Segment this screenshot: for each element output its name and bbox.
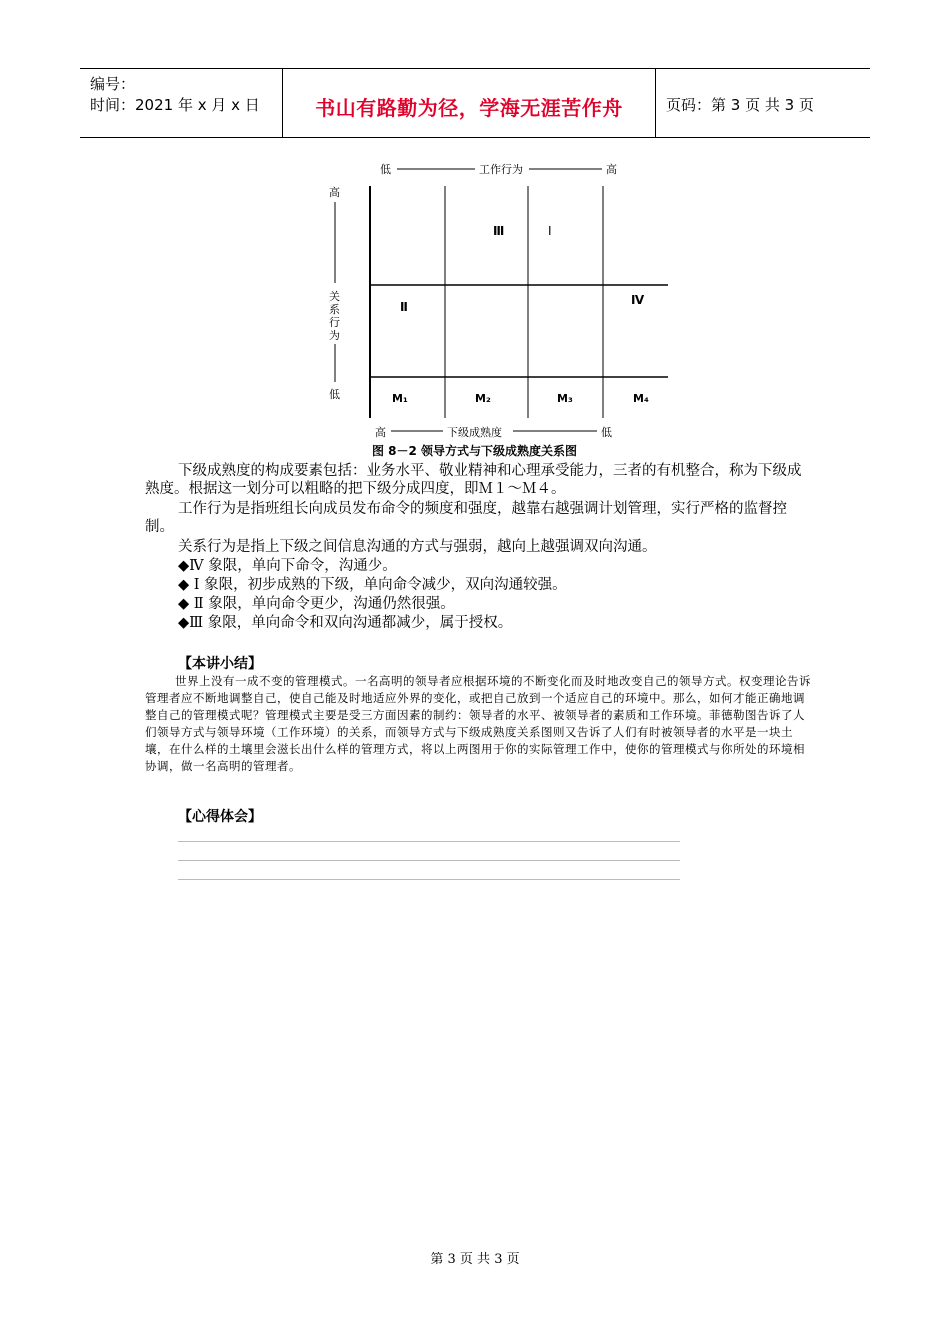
header-motto: 书山有路勤为径，学海无涯苦作舟 <box>315 96 623 120</box>
top-axis-high: 高 <box>606 163 617 176</box>
bullet-quadrant-1: ◆ Ⅰ 象限，初步成熟的下级，单向命令减少，双向沟通较强。 <box>178 577 567 593</box>
figure-caption: 图 8－2 领导方式与下级成熟度关系图 <box>372 444 578 458</box>
quadrant-label-3: Ⅲ <box>493 224 505 238</box>
quadrant-label-2: Ⅱ <box>400 300 408 314</box>
maturity-label-m2: M₂ <box>475 392 491 405</box>
reflection-line-3[interactable] <box>178 879 680 880</box>
bottom-axis-high: 高 <box>375 426 386 439</box>
top-axis-title: 工作行为 <box>479 163 523 176</box>
left-axis-char-1: 关 <box>329 290 340 303</box>
header-page-info: 页码：第 3 页 共 3 页 <box>666 96 814 114</box>
bullet-quadrant-2: ◆ Ⅱ 象限，单向命令更少，沟通仍然很强。 <box>178 596 455 612</box>
page-header <box>80 68 870 138</box>
paragraph-relation-behavior: 关系行为是指上下级之间信息沟通的方式与强弱，越向上越强调双向沟通。 <box>178 539 657 555</box>
header-page-cell <box>656 69 870 137</box>
bottom-axis-title: 下级成熟度 <box>447 426 502 439</box>
maturity-label-m3: M₃ <box>557 392 573 405</box>
bullet-quadrant-4: ◆Ⅳ 象限，单向下命令，沟通少。 <box>178 558 397 574</box>
page-footer: 第 3 页 共 3 页 <box>430 1252 520 1267</box>
reflection-line-2[interactable] <box>178 860 680 861</box>
document-date: 时间：2021 年 x 月 x 日 <box>90 96 260 114</box>
quadrant-label-1: Ⅰ <box>548 224 552 238</box>
bottom-axis-low: 低 <box>601 426 612 439</box>
paragraph-work-behavior: 工作行为是指班组长向成员发布命令的频度和强度，越靠右越强调计划管理，实行严格的监督控制。 <box>145 501 787 535</box>
header-motto-cell <box>283 69 656 137</box>
maturity-label-m1: M₁ <box>392 392 408 405</box>
paragraph-maturity: 下级成熟度的构成要素包括：业务水平、敬业精神和心理承受能力，三者的有机整合，称为下级成熟度。根据这一划分可以粗略的把下级分成四度，即Ｍ１～Ｍ４。 <box>145 463 802 497</box>
left-axis-char-3: 行 <box>329 316 340 329</box>
summary-title: 【本讲小结】 <box>178 656 262 672</box>
reflection-title: 【心得体会】 <box>178 809 262 825</box>
leadership-maturity-diagram <box>315 150 685 442</box>
left-axis-low: 低 <box>329 388 340 401</box>
maturity-label-m4: M₄ <box>633 392 649 405</box>
left-axis-char-2: 系 <box>329 303 340 316</box>
left-axis-high: 高 <box>329 186 340 199</box>
top-axis-low: 低 <box>380 163 391 176</box>
summary-text: 世界上没有一成不变的管理模式。一名高明的领导者应根据环境的不断变化而及时地改变自己的领导方式。权变理论告诉管理者应不断地调整自己，使自己能及时地适应外界的变化，或把自己放到一个适应自己的环境中。那么，如何才能正确地调整自己的管理模式呢？管理模式主要是受三方面因素的制约：领导者的水平、被领导者的素质和工作环境。菲德勒图告诉了人们领导方式与领导环境（工作环境）的关系，而领导方式与下级成熟度关系图则又告诉了人们有时被领导者的水平是一块土壤，在什么样的土壤里会滋长出什么样的管理方式，将以上两图用于你的实际管理工作中，使你的管理模式与你所处的环境相协调，做一名高明的管理者。 <box>145 674 811 773</box>
bullet-quadrant-3: ◆Ⅲ 象限，单向命令和双向沟通都减少，属于授权。 <box>178 615 513 631</box>
reflection-line-1[interactable] <box>178 841 680 842</box>
left-axis-char-4: 为 <box>329 329 340 342</box>
document-number-label: 编号： <box>90 75 136 93</box>
header-left-cell <box>80 69 283 137</box>
quadrant-label-4: Ⅳ <box>631 293 645 307</box>
